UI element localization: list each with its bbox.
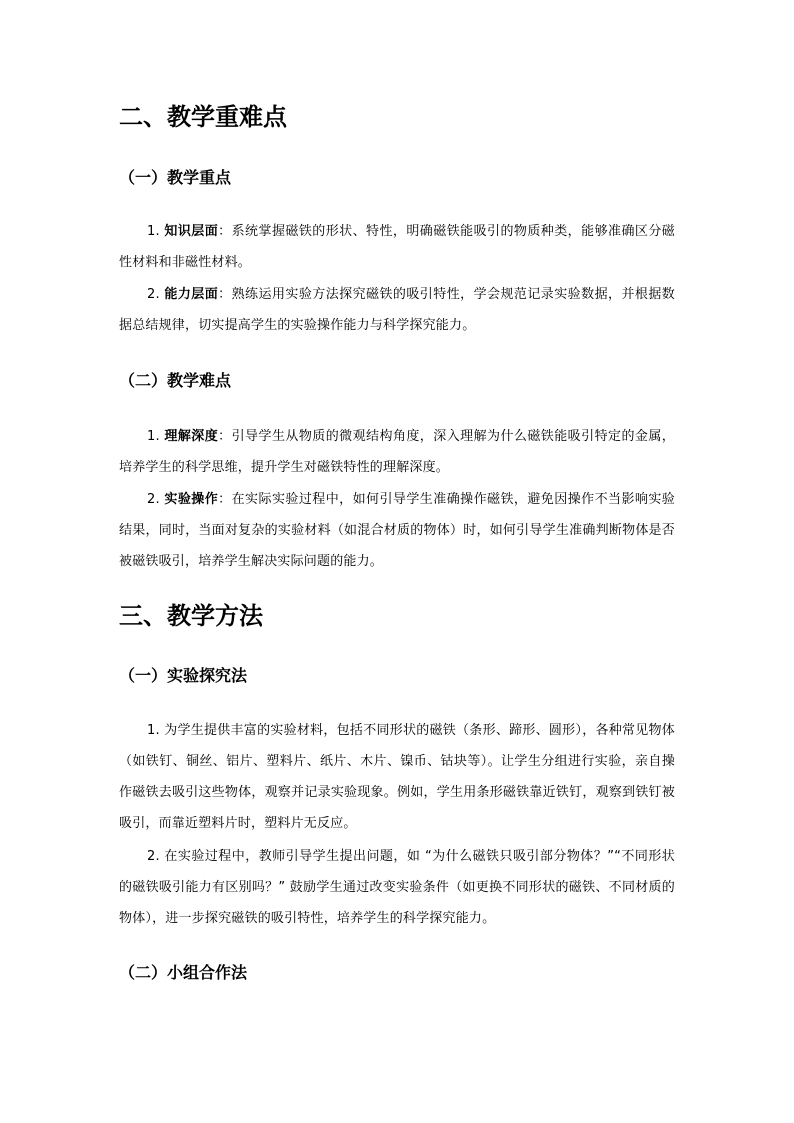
list-item [119, 841, 675, 934]
subsection-heading: （一）实验探究法 [119, 666, 248, 685]
item-number: 1. [147, 429, 160, 444]
list-item [119, 421, 675, 483]
subsection-heading: （一）教学重点 [119, 168, 232, 187]
item-number: 2. [147, 849, 160, 864]
item-number: 2. [147, 287, 160, 302]
item-text: 在实验过程中，教师引导学生提出问题，如 “为什么磁铁只吸引部分物体？”“不同形状的磁铁吸引能力有区别吗？” 鼓励学生通过改变实验条件（如更换不同形状的磁铁、不同材质的物体），进一步探究磁铁的吸引特性，培养学生的科学探究能力。 [119, 849, 675, 926]
item-text: ：在实际实验过程中，如何引导学生准确操作磁铁，避免因操作不当影响实验结果，同时，当面对复杂的实验材料（如混合材质的物体）时，如何引导学生准确判断物体是否被磁铁吸引，培养学生解决实际问题的能力。 [119, 492, 675, 569]
subsection-heading: （二）小组合作法 [119, 963, 248, 982]
item-text: ：熟练运用实验方法探究磁铁的吸引特性，学会规范记录实验数据，并根据数据总结规律，切实提高学生的实验操作能力与科学探究能力。 [119, 287, 675, 333]
list-item [119, 279, 675, 341]
list-item [119, 216, 675, 278]
item-text: ：引导学生从物质的微观结构角度，深入理解为什么磁铁能吸引特定的金属，培养学生的科学思维，提升学生对磁铁特性的理解深度。 [119, 429, 675, 475]
item-label: 知识层面 [164, 224, 219, 239]
item-text: 为学生提供丰富的实验材料，包括不同形状的磁铁（条形、蹄形、圆形），各种常见物体（如铁钉、铜丝、铝片、塑料片、纸片、木片、镍币、钴块等）。让学生分组进行实验，亲自操作磁铁去吸引这些物体，观察并记录实验现象。例如，学生用条形磁铁靠近铁钉，观察到铁钉被吸引，而靠近塑料片时，塑料片无反应。 [119, 723, 675, 831]
item-label: 理解深度 [164, 429, 219, 444]
section-heading: 三、教学方法 [119, 602, 263, 630]
list-item [119, 715, 675, 839]
item-number: 2. [147, 492, 160, 507]
item-label: 实验操作 [164, 492, 219, 507]
item-label: 能力层面 [164, 287, 219, 302]
list-item [119, 484, 675, 577]
subsection-heading: （二）教学难点 [119, 371, 232, 390]
item-number: 1. [147, 224, 160, 239]
section-heading: 二、教学重难点 [119, 103, 287, 131]
item-number: 1. [147, 723, 160, 738]
item-text: ：系统掌握磁铁的形状、特性，明确磁铁能吸引的物质种类，能够准确区分磁性材料和非磁性材料。 [119, 224, 675, 270]
